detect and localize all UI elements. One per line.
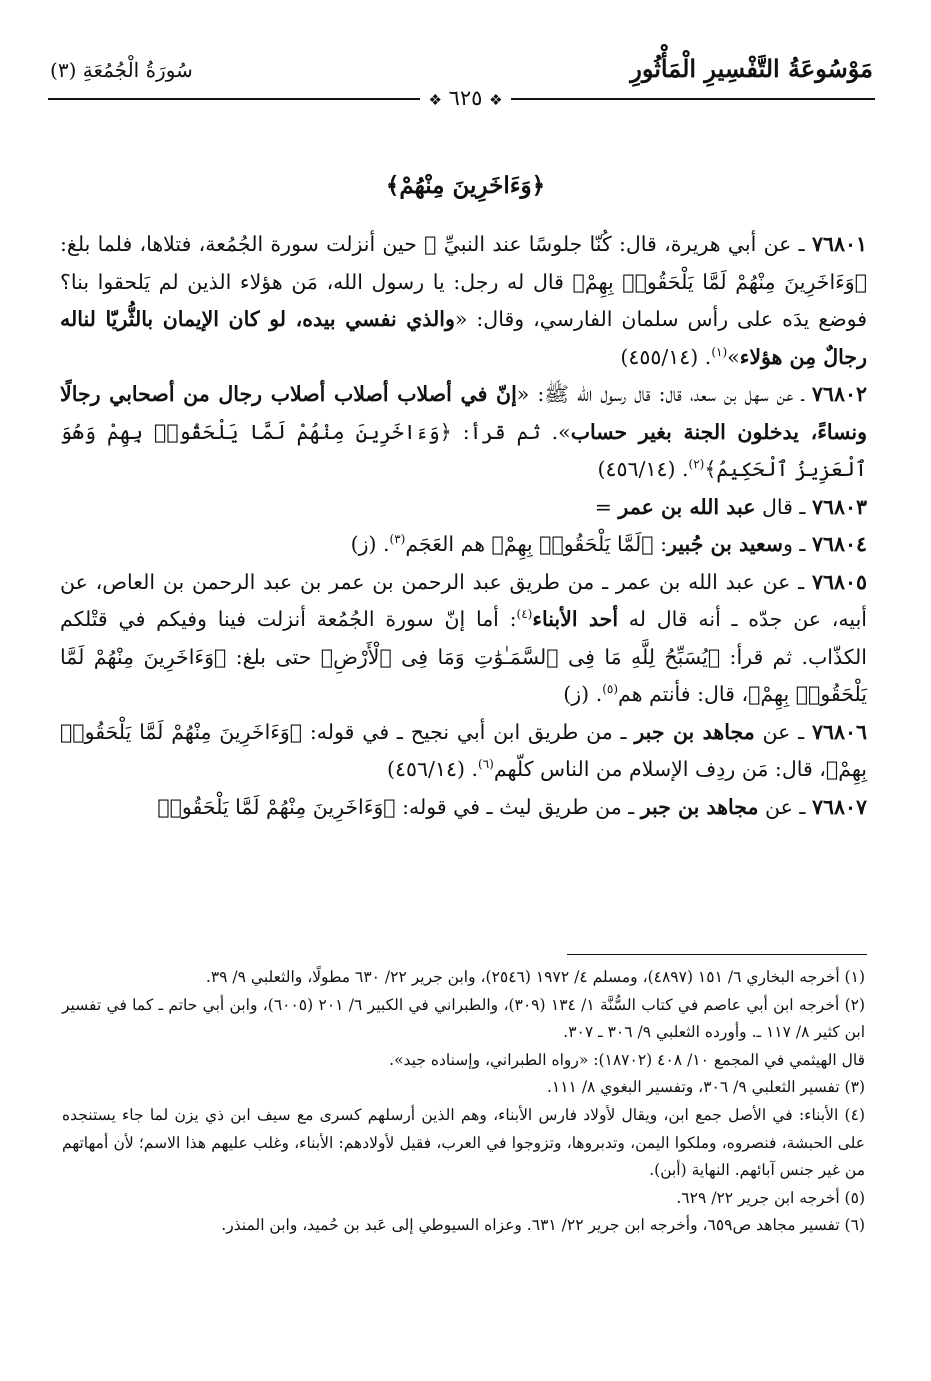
ornament-icon: ❖ [489,91,503,109]
narration-number: ٧٦٨٠٣ [811,494,867,519]
surah-title: سُورَةُ الْجُمُعَةِ (٣) [50,58,193,82]
narration-text: ـ و [782,532,812,556]
narration-text: ـ من طريق ليث ـ في قوله: ﴿وَءَاخَرِينَ مِنْهُمْ لَمَّا يَلْحَقُوا۟ [157,794,641,819]
narration-76804 [60,526,867,564]
narration-text: ـ عن سهل بن سعد، قال: قال رسول الله ﷺ: « [516,382,812,406]
narration-76803 [60,489,867,527]
narration-text: : أما إنّ سورة الجُمُعة أنزلت فينا وفيكم في قتْلكم الكذّاب. ثم قرأ: ﴿يُسَبِّحُ لِلَّهِ مَا فِى ٱلسَّمَـٰوَٰتِ وَمَا فِى ٱلْأَرْضِ﴾ حتى بلغ: ﴿وَءَاخَرِينَ مِنْهُمْ لَمَّا يَلْحَقُوا۟ بِهِمْ﴾، قال: فأنتم هم [60,607,867,706]
narration-text: ـ عن أبي هريرة، قال: كُنّا جلوسًا عند النبيِّ ﷺ حين أنزلت سورة الجُمُعة، فتلاها، فلما بلغ: ﴿وَءَاخَرِينَ مِنْهُمْ لَمَّا يَلْحَقُوا۟ بِهِمْ﴾ قال له رجل: يا رسول الله، مَن هؤلاء الذين لم يَلحقوا بنا؟ فوضع يدَه على رأس سلمان الفارسي، وقال: « [60,232,867,331]
narration-text: » [727,344,740,369]
page-number-block [0,86,931,110]
page-number: ٦٢٥ [448,86,483,110]
narration-76805 [60,564,867,714]
narration-ref: . (ز) [563,682,603,706]
narration-number: ٧٦٨٠٥ [811,569,867,594]
narration-76802 [60,376,867,489]
narration-text: : ﴿لَمَّا يَلْحَقُوا۟ بِهِمْ﴾ هم العَجَم [405,532,668,556]
narration-text: ـ عن [754,719,812,744]
narrator-name: عبد الله بن عمر [618,494,756,519]
hadith-text: والذي نفسي بيده، لو كان الإيمان بالثُّريّا لناله رجالٌ مِن هؤلاء [60,307,867,369]
narration-ref: . (٤٥٦/١٤) [387,757,479,781]
narration-text: ـ عن [758,794,812,819]
footnote-6: (٦) تفسير مجاهد ص٦٥٩، وأخرجه ابن جرير ٢٢/ ٦٣١. وعزاه السيوطي إلى عَبد بن حُميد، وابن المنذر. [221,1216,865,1235]
footnotes [62,964,865,1240]
narration-text: ». ثم قرأ: ﴿وَءَاخَرِينَ مِنْهُمْ لَمَّا يَلْحَقُوا۟ بِهِمْ وَهُوَ ٱلْعَزِيزُ ٱلْحَكِيمُ﴾ [60,419,867,481]
ornament-icon: ❖ [428,91,442,109]
footnote-ref[interactable]: (٢) [688,457,705,472]
footnote-3: (٣) تفسير الثعلبي ٩/ ٣٠٦، وتفسير البغوي ٨/ ١١١. [546,1078,865,1097]
narration-text: ـ من طريق ابن أبي نجيح ـ في قوله: ﴿وَءَاخَرِينَ مِنْهُمْ لَمَّا يَلْحَقُوا۟ بِهِمْ﴾، قال: مَن ردِف الإسلام من الناس كلّهم [60,719,867,781]
narration-number: ٧٦٨٠١ [811,232,867,256]
footnote-ref[interactable]: (٤) [516,607,533,622]
main-text [60,226,867,826]
narrator-name: مجاهد بن جبر [634,719,755,744]
footnote-ref[interactable]: (٦) [478,757,494,772]
book-title: مَوْسُوعَةُ التَّفْسِيرِ الْمَأْثُورِ [630,54,873,83]
narration-ref: . (٤٥٦/١٤) [597,457,689,481]
footnote-ref[interactable]: (١) [711,344,728,359]
narration-76807 [60,789,867,827]
narration-76801 [60,226,867,376]
narration-text: = [594,494,619,519]
footnote-2: (٢) أخرجه ابن أبي عاصم في كتاب السُّنَّة ١/ ١٣٤ (٣٠٩)، والطبراني في الكبير ٦/ ٢٠١ (٦٠٠٥)، وابن أبي حاتم ـ كما في تفسير ابن كثير ٨/ ١١٧ ـ. وأورده الثعلبي ٩/ ٣٠٦ ـ ٣٠٧. [62,995,866,1042]
narration-76806 [60,714,867,789]
narration-ref: . (٤٥٥/١٤) [620,344,712,369]
hadith-text: إنّ في أصلاب أصلاب أصلاب رجال من أصحابي رجالًا ونساءً، يدخلون الجنة بغير حساب [60,382,867,444]
narration-number: ٧٦٨٠٢ [811,382,867,406]
narration-number: ٧٦٨٠٧ [811,794,867,819]
verse-heading: ﴿وَءَاخَرِينَ مِنْهُمْ﴾ [385,172,546,199]
footnote-4: (٤) الأبناء: في الأصل جمع ابن، ويقال لأولاد فارس الأبناء، وهم الذين أرسلهم كسرى مع سيف ابن ذي يزن لما جاء يستنجده على الحبشة، فنصروه، وملكوا اليمن، وتدبروها، وتزوجوا في العرب، فقيل لأولادهم: الأبناء، وغلب عليهم هذا الاسم؛ لأن أمهاتهم من غير جنس آبائهم. النهاية (أبن). [62,1105,865,1180]
narrator-name: مجاهد بن جبر [640,794,759,819]
narration-number: ٧٦٨٠٦ [811,719,867,744]
narration-text: ـ عن عبد الله بن عمر ـ من طريق عبد الرحمن بن عمر بن عبد الرحمن بن العاص، عن أبيه، عن جدّه ـ أنه قال له [60,569,867,631]
narration-text: ـ قال [755,494,812,519]
narration-ref: . (ز) [350,532,390,556]
narrator-name: سعيد بن جُبير [667,532,783,556]
footnote-2-note: قال الهيثمي في المجمع ١٠/ ٤٠٨ (١٨٧٠٢): «رواه الطبراني، وإسناده جيد». [389,1050,865,1069]
narration-number: ٧٦٨٠٤ [811,532,867,556]
footnote-5: (٥) أخرجه ابن جرير ٢٢/ ٦٢٩. [676,1188,865,1207]
page-number-wrap [420,86,510,110]
footnote-1: (١) أخرجه البخاري ٦/ ١٥١ (٤٨٩٧)، ومسلم ٤/ ١٩٧٢ (٢٥٤٦)، وابن جرير ٢٢/ ٦٣٠ مطولًا، والثعلبي ٩/ ٣٩. [205,968,865,986]
narrator-name: أحد الأبناء [532,607,619,631]
footnote-separator [567,954,867,955]
footnote-ref[interactable]: (٥) [602,682,619,697]
footnote-ref[interactable]: (٣) [389,532,406,547]
